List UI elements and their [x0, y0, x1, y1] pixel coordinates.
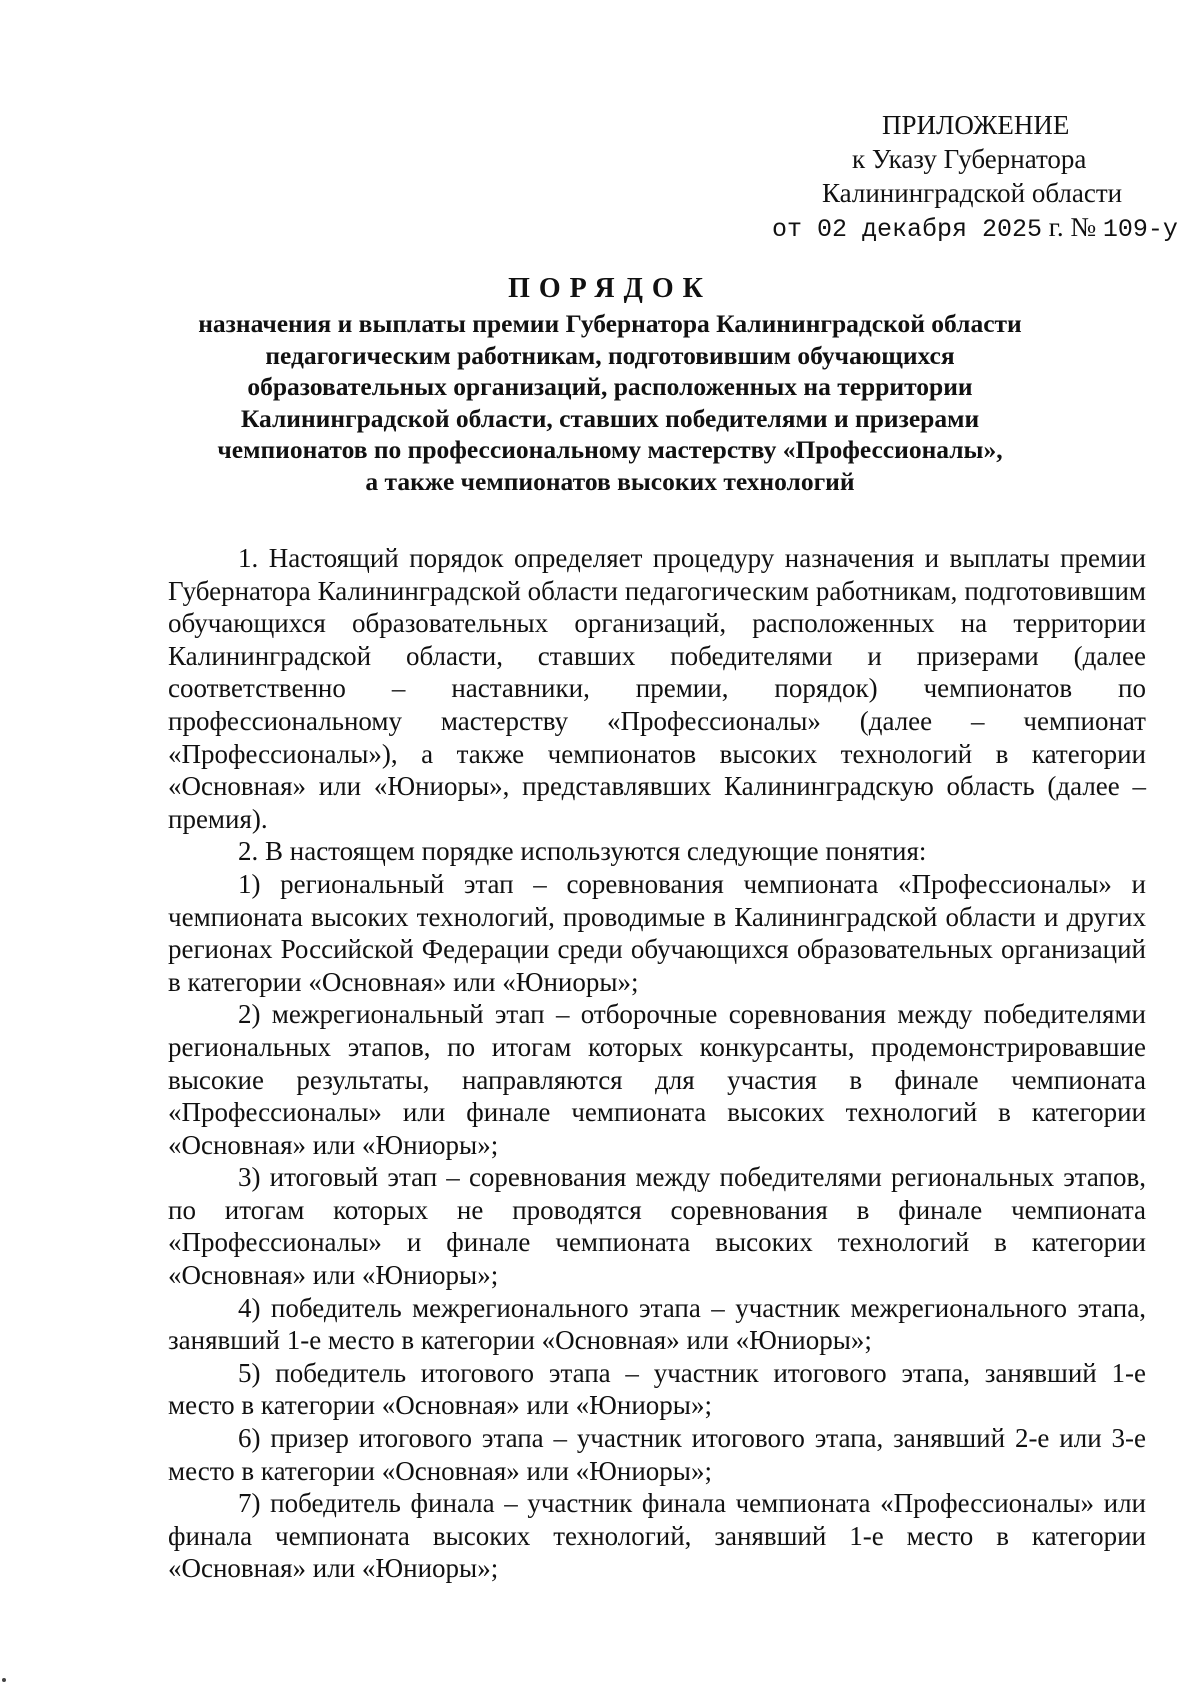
- document-title: ПОРЯДОК: [508, 273, 712, 304]
- definition-7: 7) победитель финала – участник финала чемпионата «Профессионалы» или финала чемпионата высоких технологий, занявший 1-е место в категории «Основная» или «Юниоры»;: [168, 1488, 1146, 1584]
- definition-1: 1) региональный этап – соревнования чемпионата «Профессионалы» и чемпионата высоких технологий, проводимые в Калининградской области и других регионах Российской Федерации среди обучающихся образовательных организаций в категории «Основная» или «Юниоры»;: [168, 868, 1146, 997]
- paragraph-2: 2. В настоящем порядке используются следующие понятия:: [238, 836, 927, 867]
- decree-number-label: г. №: [1042, 212, 1103, 242]
- appendix-label: ПРИЛОЖЕНИЕ: [882, 110, 1070, 140]
- subtitle-line: образовательных организаций, расположенных на территории: [247, 372, 973, 401]
- subtitle-line: чемпионатов по профессиональному мастерству «Профессионалы»,: [217, 435, 1003, 464]
- decree-reference: к Указу Губернатора: [852, 144, 1087, 174]
- paragraph-1: 1. Настоящий порядок определяет процедуру назначения и выплаты премии Губернатора Калининградской области педагогическим работникам, подготовившим обучающихся образовательных организаций, расположенных на территории Калининградской области, ставших победителями и призерами (далее соответственно – наставники, премии, порядок) чемпионатов по профессиональному мастерству «Профессионалы» (далее – чемпионат «Профессионалы»), а также чемпионатов высоких технологий в категории «Основная» или «Юниоры», представлявших Калининградскую область (далее – премия).: [168, 543, 1146, 834]
- subtitle-line: педагогическим работникам, подготовившим обучающихся: [265, 340, 955, 370]
- scan-mark: [2, 1678, 6, 1682]
- subtitle-line: а также чемпионатов высоких технологий: [365, 466, 855, 496]
- decree-date-number: [772, 210, 1180, 247]
- document-body: [168, 542, 1146, 1585]
- decree-date: от 02 декабря 2025: [772, 215, 1043, 244]
- subtitle-line: Калининградской области, ставших победителями и призерами: [240, 403, 980, 433]
- definition-3: 3) итоговый этап – соревнования между победителями региональных этапов, по итогам которых не проводятся соревнования в финале чемпионата «Профессионалы» и финале чемпионата высоких технологий в категории «Основная» или «Юниоры»;: [168, 1162, 1146, 1291]
- definition-4: 4) победитель межрегионального этапа – участник межрегионального этапа, занявший 1-е место в категории «Основная» или «Юниоры»;: [168, 1292, 1146, 1356]
- region-name: Калининградской области: [822, 178, 1123, 208]
- subtitle-line: назначения и выплаты премии Губернатора Калининградской области: [198, 309, 1022, 338]
- definition-5: 5) победитель итогового этапа – участник итогового этапа, занявший 1-е место в категории «Основная» или «Юниоры»;: [168, 1357, 1146, 1421]
- document-title-block: [160, 272, 1060, 497]
- definition-2: 2) межрегиональный этап – отборочные соревнования между победителями региональных этапов, по итогам которых конкурсанты, продемонстрировавшие высокие результаты, направляются для участия в финале чемпионата «Профессионалы» или финале чемпионата высоких технологий в категории «Основная» или «Юниоры»;: [168, 999, 1146, 1160]
- decree-number: 109-у: [1102, 215, 1178, 244]
- definition-6: 6) призер итогового этапа – участник итогового этапа, занявший 2-е или 3-е место в категории «Основная» или «Юниоры»;: [168, 1423, 1146, 1486]
- appendix-header: [760, 108, 1180, 247]
